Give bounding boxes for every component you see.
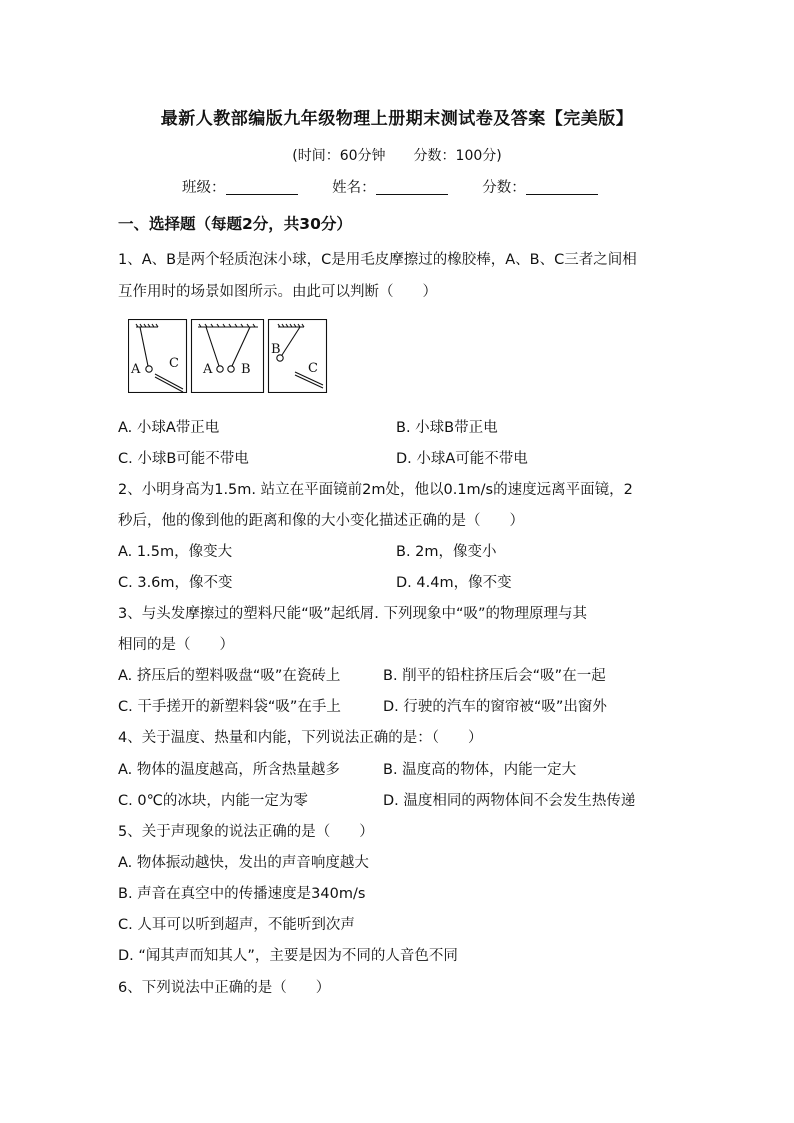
q1-option-b: B. 小球B带正电 (396, 420, 498, 436)
q5-option-d: D. “闻其声而知其人”，主要是因为不同的人音色不同 (118, 948, 458, 964)
panel-2-frame (192, 320, 264, 393)
label-c-panel1: C (169, 356, 179, 371)
page-title: 最新人教部编版九年级物理上册期末测试卷及答案【完美版】 (160, 109, 634, 129)
q5-option-c: C. 人耳可以听到超声，不能听到次声 (118, 917, 355, 933)
label-a-panel2: A (203, 362, 213, 377)
q4-option-d: D. 温度相同的两物体间不会发生热传递 (383, 793, 636, 809)
q2-option-a: A. 1.5m，像变大 (118, 544, 233, 560)
score-blank[interactable] (526, 180, 598, 195)
q2-option-c: C. 3.6m，像不变 (118, 575, 233, 591)
q5-stem-line1: 5、关于声现象的说法正确的是（ ） (118, 824, 374, 840)
q2-stem-line2: 秒后，他的像到他的距离和像的大小变化描述正确的是（ ） (118, 513, 524, 529)
name-blank[interactable] (376, 180, 448, 195)
q3-stem-line2: 相同的是（ ） (118, 637, 234, 653)
q1-stem-line1: 1、A、B是两个轻质泡沫小球，C是用毛皮摩擦过的橡胶棒，A、B、C三者之间相 (118, 252, 637, 268)
label-b-panel3: B (271, 342, 281, 357)
q5-option-a: A. 物体振动越快，发出的声音响度越大 (118, 855, 369, 871)
q1-stem-line2: 互作用时的场景如图所示。由此可以判断（ ） (118, 284, 437, 300)
class-blank[interactable] (226, 180, 298, 195)
q1-option-d: D. 小球A可能不带电 (396, 451, 528, 467)
q3-option-d: D. 行驶的汽车的窗帘被“吸”出窗外 (383, 699, 607, 715)
q3-option-a: A. 挤压后的塑料吸盘“吸”在瓷砖上 (118, 668, 341, 684)
q5-option-b: B. 声音在真空中的传播速度是340m/s (118, 886, 366, 902)
section-heading: 一、选择题（每题2分，共30分） (118, 215, 352, 233)
q2-option-b: B. 2m，像变小 (396, 544, 497, 560)
class-label: 班级： (182, 180, 226, 196)
q4-option-b: B. 温度高的物体，内能一定大 (383, 762, 577, 778)
label-b-panel2: B (241, 362, 251, 377)
label-a-panel1: A (131, 362, 141, 377)
q2-stem-line1: 2、小明身高为1.5m. 站立在平面镜前2m处，他以0.1m/s的速度远离平面镜，2 (118, 482, 633, 498)
q3-option-b: B. 削平的铅柱挤压后会“吸”在一起 (383, 668, 606, 684)
exam-time-score: (时间：60分钟 分数：100分) (292, 148, 502, 164)
q1-figure (128, 319, 328, 393)
q1-option-a: A. 小球A带正电 (118, 420, 220, 436)
q4-option-a: A. 物体的温度越高，所含热量越多 (118, 762, 340, 778)
student-info-line (182, 176, 628, 197)
q3-stem-line1: 3、与头发摩擦过的塑料尺能“吸”起纸屑. 下列现象中“吸”的物理原理与其 (118, 606, 587, 622)
q2-option-d: D. 4.4m，像不变 (396, 575, 512, 591)
q4-option-c: C. 0℃的冰块，内能一定为零 (118, 793, 308, 809)
q6-stem-line1: 6、下列说法中正确的是（ ） (118, 980, 331, 996)
q4-stem-line1: 4、关于温度、热量和内能，下列说法正确的是：（ ） (118, 730, 483, 746)
q3-option-c: C. 干手搓开的新塑料袋“吸”在手上 (118, 699, 341, 715)
q1-option-c: C. 小球B可能不带电 (118, 451, 249, 467)
score-label: 分数： (482, 180, 526, 196)
name-label: 姓名： (332, 180, 376, 196)
label-c-panel3: C (308, 361, 318, 376)
